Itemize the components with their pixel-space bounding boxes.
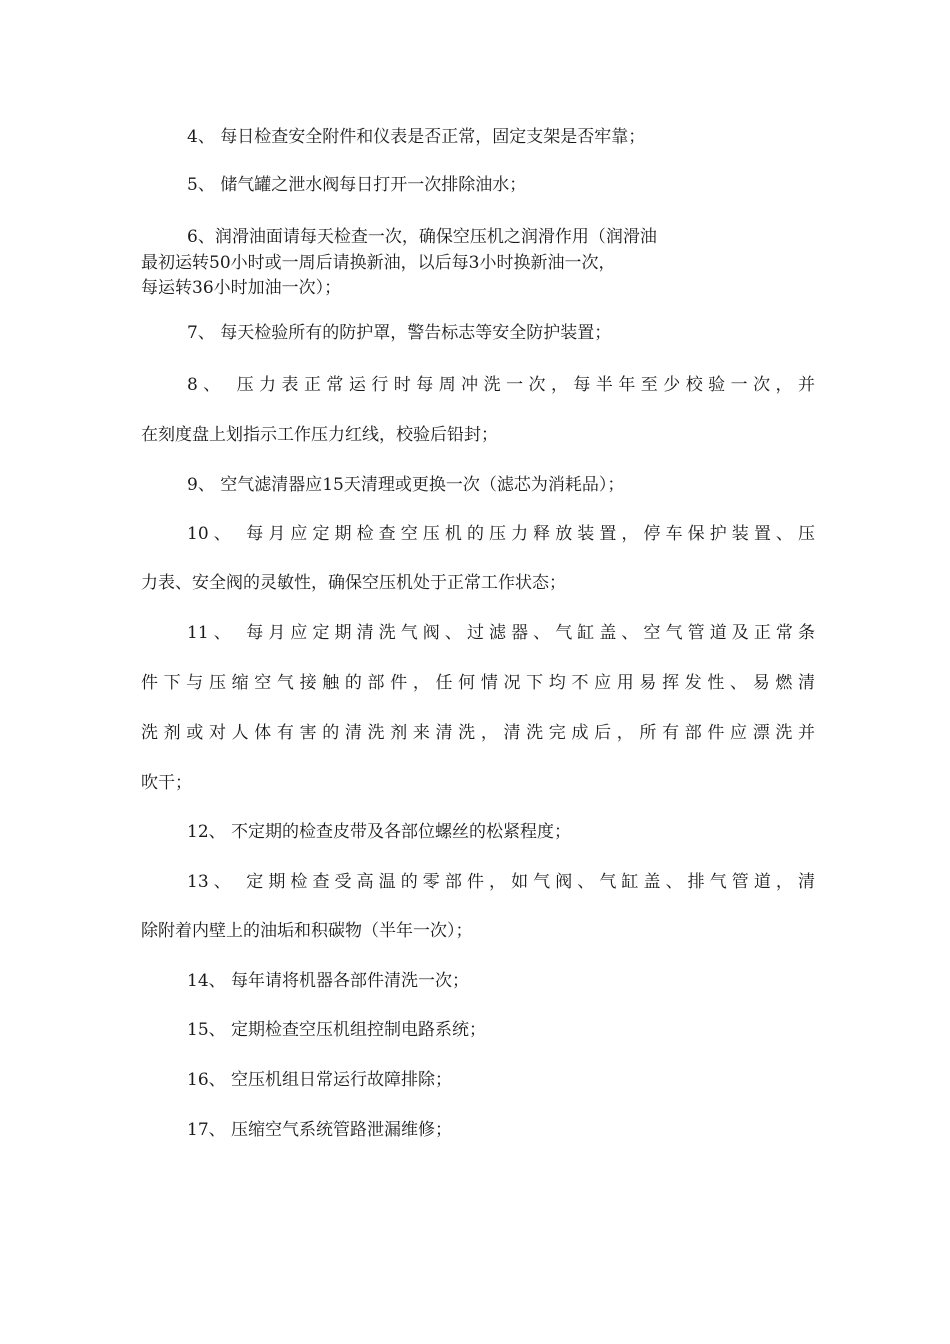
text-line: 6、润滑油面请每天检查一次，确保空压机之润滑作用（润滑油 (187, 227, 657, 247)
text-line: 除附着内壁上的油垢和积碳物（半年一次）； (141, 921, 473, 941)
text-line: 17、 压缩空气系统管路泄漏维修； (187, 1120, 453, 1140)
text-line: 12、 不定期的检查皮带及各部位螺丝的松紧程度； (187, 822, 572, 842)
text-line: 在刻度盘上划指示工作压力红线，校验后铅封； (141, 425, 498, 445)
text-line: 10、 每月应定期检查空压机的压力释放装置，停车保护装置、压 (187, 524, 815, 544)
text-line: 13、 定期检查受高温的零部件，如气阀、气缸盖、排气管道，清 (187, 872, 815, 892)
text-line: 力表、安全阀的灵敏性，确保空压机处于正常工作状态； (141, 573, 566, 593)
text-line: 16、 空压机组日常运行故障排除； (187, 1070, 453, 1090)
text-line: 最初运转50小时或一周后请换新油，以后每3小时换新油一次， (141, 253, 616, 273)
text-line: 11、 每月应定期清洗气阀、过滤器、气缸盖、空气管道及正常条 (187, 623, 815, 643)
text-line: 4、 每日检查安全附件和仪表是否正常，固定支架是否牢靠； (187, 127, 646, 147)
text-line: 9、 空气滤清器应15天清理或更换一次（滤芯为消耗品）； (187, 475, 625, 495)
text-line: 14、 每年请将机器各部件清洗一次； (187, 971, 470, 991)
text-line: 5、 储气罐之泄水阀每日打开一次排除油水； (187, 175, 527, 195)
text-line: 吹干； (141, 773, 192, 793)
text-line: 洗剂或对人体有害的清洗剂来清洗，清洗完成后，所有部件应漂洗并 (141, 723, 815, 743)
text-line: 7、 每天检验所有的防护罩，警告标志等安全防护装置； (187, 323, 612, 343)
text-line: 8、 压力表正常运行时每周冲洗一次，每半年至少校验一次，并 (187, 375, 815, 395)
text-line: 件下与压缩空气接触的部件，任何情况下均不应用易挥发性、易燃清 (141, 673, 815, 693)
text-line: 每运转36小时加油一次）； (141, 278, 342, 298)
text-line: 15、 定期检查空压机组控制电路系统； (187, 1020, 487, 1040)
